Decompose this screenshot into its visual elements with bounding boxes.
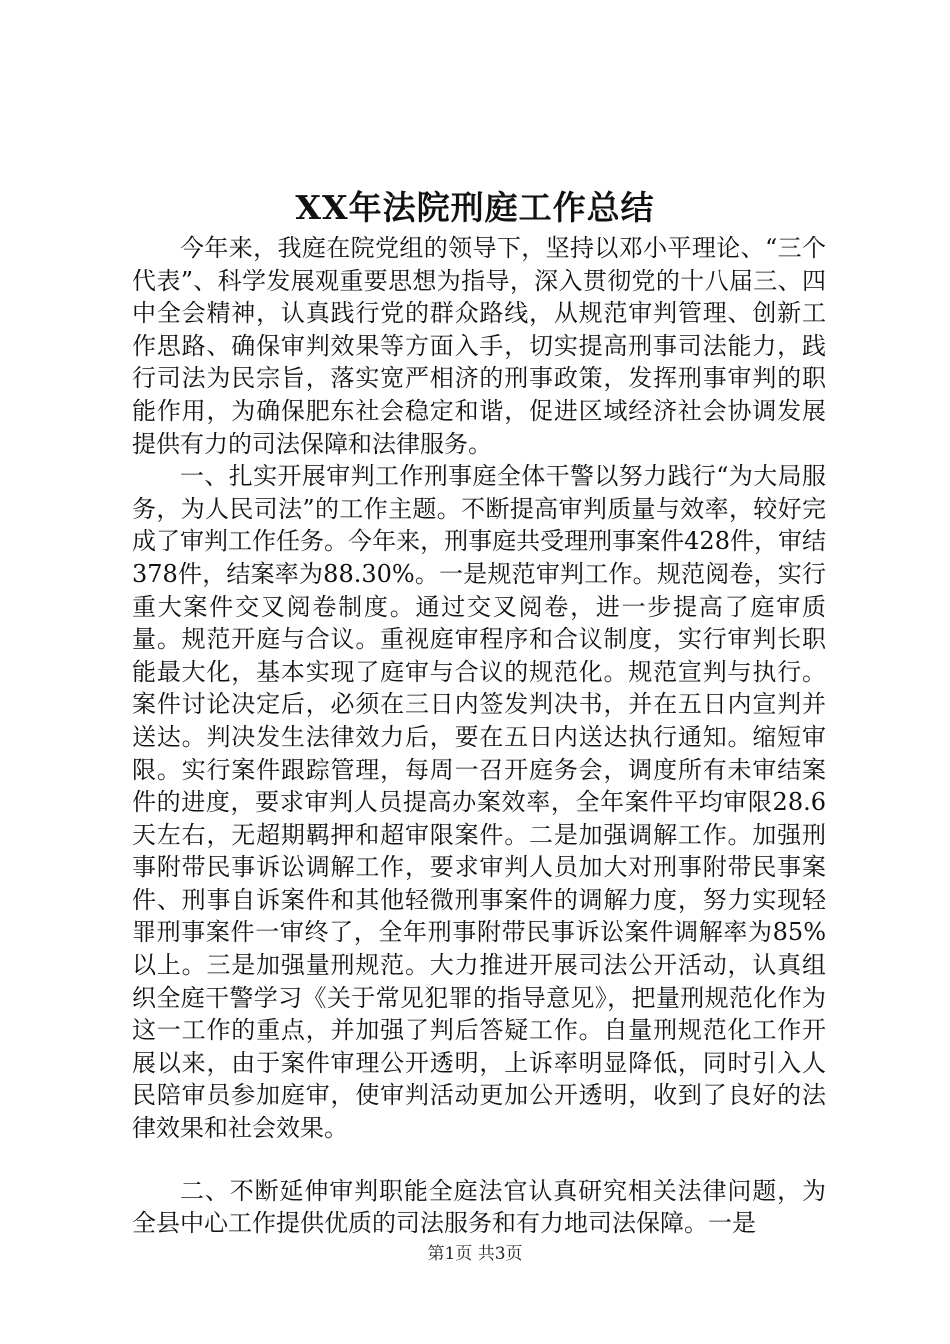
paragraph-section-two: 二、不断延伸审判职能全庭法官认真研究相关法律问题，为全县中心工作提供优质的司法服务和有力地司法保障。一是 (132, 1176, 826, 1238)
page-number-footer: 第1页 共3页 (427, 1244, 523, 1264)
paragraph-intro: 今年来，我庭在院党组的领导下，坚持以邓小平理论、“三个代表”、科学发展观重要思想为指导，深入贯彻党的十八届三、四中全会精神，认真践行党的群众路线，从规范审判管理、创新工作思路、确保审判效果等方面入手，切实提高刑事司法能力，践行司法为民宗旨，落实宽严相济的刑事政策，发挥刑事审判的职能作用，为确保肥东社会稳定和谐，促进区域经济社会协调发展提供有力的司法保障和法律服务。 (132, 234, 826, 458)
document-body (132, 232, 826, 1240)
document-title: XX年法院刑庭工作总结 (295, 188, 655, 227)
paragraph-section-one: 一、扎实开展审判工作刑事庭全体干警以努力践行“为大局服务，为人民司法”的工作主题。不断提高审判质量与效率，较好完成了审判工作任务。今年来，刑事庭共受理刑事案件428件，审结378件，结案率为88.30%。一是规范审判工作。规范阅卷，实行重大案件交叉阅卷制度。通过交叉阅卷，进一步提高了庭审质量。规范开庭与合议。重视庭审程序和合议制度，实行审判长职能最大化，基本实现了庭审与合议的规范化。规范宣判与执行。案件讨论决定后，必须在三日内签发判决书，并在五日内宣判并送达。判决发生法律效力后，要在五日内送达执行通知。缩短审限。实行案件跟踪管理，每周一召开庭务会，调度所有未审结案件的进度，要求审判人员提高办案效率，全年案件平均审限28.6天左右，无超期羁押和超审限案件。二是加强调解工作。加强刑事附带民事诉讼调解工作，要求审判人员加大对刑事附带民事案件、刑事自诉案件和其他轻微刑事案件的调解力度，努力实现轻罪刑事案件一审终了，全年刑事附带民事诉讼案件调解率为85%以上。三是加强量刑规范。大力推进开展司法公开活动，认真组织全庭干警学习《关于常见犯罪的指导意见》，把量刑规范化作为这一工作的重点，并加强了判后答疑工作。自量刑规范化工作开展以来，由于案件审理公开透明，上诉率明显降低，同时引入人民陪审员参加庭审，使审判活动更加公开透明，收到了良好的法律效果和社会效果。 (132, 462, 826, 1143)
